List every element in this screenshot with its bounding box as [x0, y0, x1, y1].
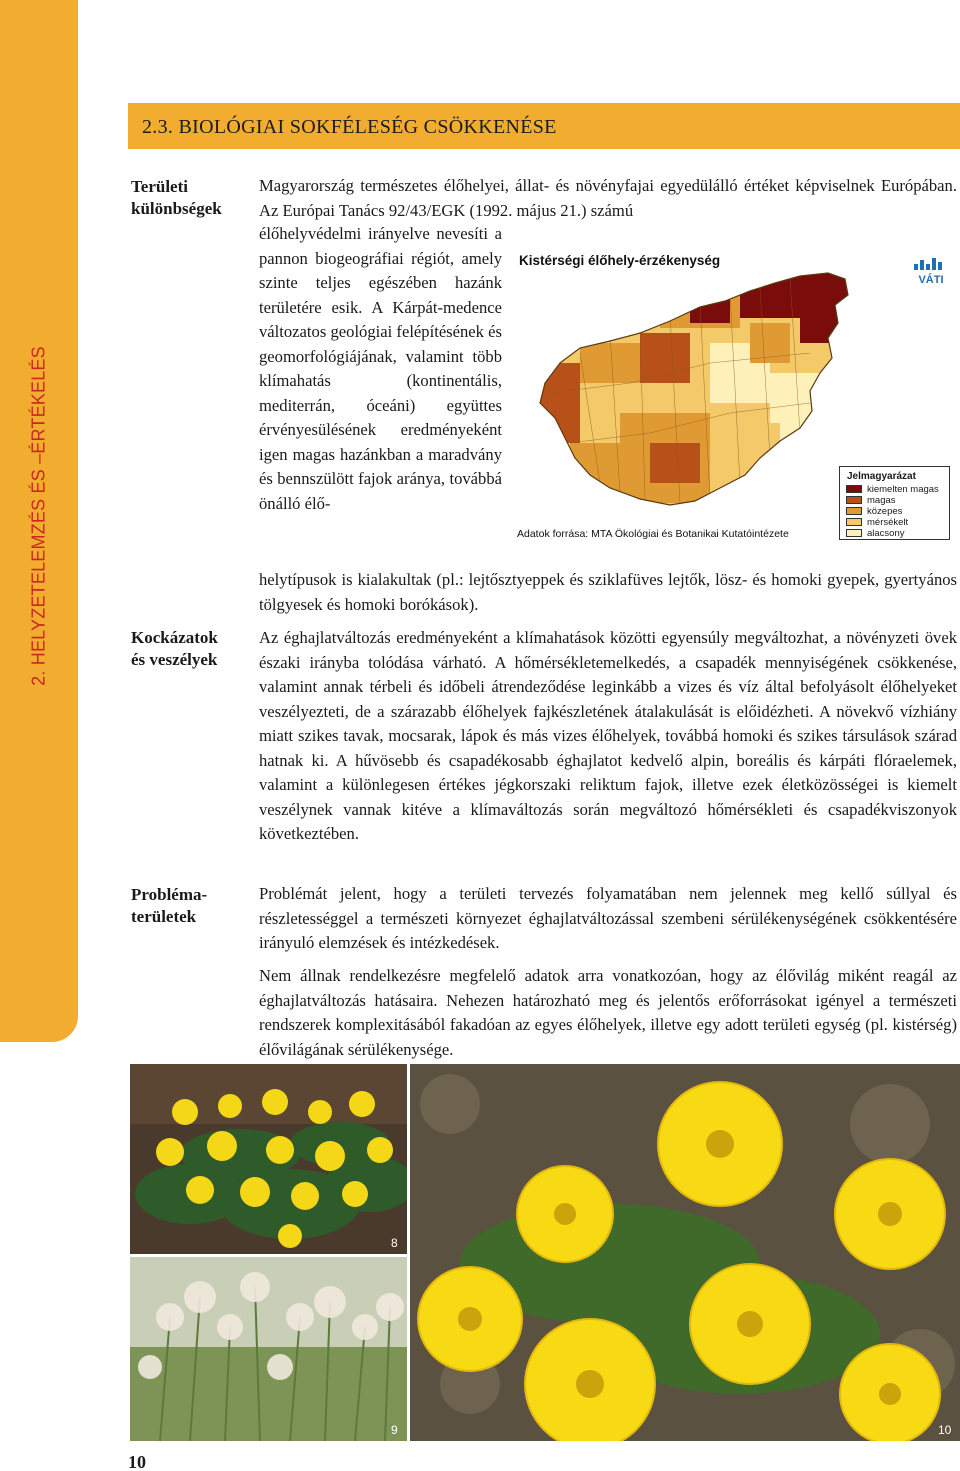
- label-kockazatok: [131, 627, 218, 671]
- sidebar-chapter: [0, 0, 78, 1042]
- section-title: 2.3. BIOLÓGIAI SOKFÉLESÉG CSÖKKENÉSE: [142, 116, 557, 138]
- teruleti-narrow-text: élőhelyvédelmi irányelve nevesíti a pannon biogeográfiai régiót, amely szinte teljes egészében hazánk területére esik. A Kárpát-medence változatos geológiai felépítésének és geomorfológiájának, valamint több klímahatás (kontinentális, mediterrán, óceáni) együttes érvényesülésének eredményeként igen magas hazánkban a maradvány és bennszülött fajok aránya, továbbá önálló élő-: [259, 224, 502, 513]
- legend-label: mérsékelt: [867, 517, 909, 528]
- legend-label: magas: [867, 495, 896, 506]
- legend-swatch: [846, 507, 862, 515]
- legend-item: [846, 507, 902, 517]
- photo-winter-aconite: [130, 1064, 407, 1254]
- label-line: és veszélyek: [131, 650, 218, 669]
- photo-pasque-flowers: [130, 1257, 407, 1441]
- teruleti-tail: helytípusok is kialakultak (pl.: lejtősztyeppek és sziklafüves lejtők, lösz- és homoki gyepek, gyertyános tölgyesek és homoki borókások).: [259, 570, 957, 614]
- page-number: 10: [128, 1452, 146, 1471]
- photo-number: 9: [391, 1423, 398, 1437]
- kockazatok-text: Az éghajlatváltozás eredményeként a klímahatások közötti egyensúly megváltozhat, a növényzeti övek északi irányba tolódása várható. A hőmérsékletemelkedés, a csapadék mennyiségének csökkenése, valamint annak térbeli és időbeli átrendeződése leginkább a vizes és víz által befolyásolt élőhelyeket veszélyezteti, de a szárazabb élőhelyek fajkészletének átalakulását is előidézheti. A növekvő vízhiány miatt szikes tavak, mocsarak, lápok és más vizes élőhelyek, továbbá homoki és szikes társulások szárad hatnak ki. A hűvösebb és csapadékosabb éghajlatot kedvelő alpin, boreális és kárpáti flóraelemek, valamint a különlegesen értékes jégkorszaki reliktum fajok, illetve ezek életközösségei is kiemelt veszélynek vannak kitéve a klímaváltozás során megváltozó hőmérsékleti és csapadékviszonyok következtében.: [259, 628, 957, 843]
- legend-swatch: [846, 518, 862, 526]
- label-line: területek: [131, 907, 197, 926]
- legend-label: kiemelten magas: [867, 484, 939, 495]
- teruleti-intro: Magyarország természetes élőhelyei, állat- és növényfajai egyedülálló értéket képviselnek Európában. Az Európai Tanács 92/43/EGK (1992. május 21.) számú: [259, 176, 957, 220]
- legend-swatch: [846, 496, 862, 504]
- legend-label: közepes: [867, 506, 903, 517]
- legend-title: Jelmagyarázat: [847, 471, 916, 482]
- label-line: különbségek: [131, 199, 222, 218]
- legend-item: [846, 496, 896, 506]
- legend-label: alacsony: [867, 528, 905, 539]
- legend-swatch: [846, 529, 862, 537]
- legend-item: [846, 518, 908, 528]
- label-line: Kockázatok: [131, 628, 218, 647]
- map-legend: [839, 466, 950, 540]
- photo-pheasants-eye: [410, 1064, 960, 1441]
- label-line: Területi: [131, 177, 188, 196]
- section-title-bar: [128, 103, 960, 149]
- problema-p1: Problémát jelent, hogy a területi tervezés folyamatában nem jelennek meg kellő súllyal és részletességgel a természeti környezet éghajlatváltozással szembeni sérülékenységének csökkentésére irányuló elemzések és intézkedések.: [259, 884, 957, 952]
- map-source: Adatok forrása: MTA Ökológiai és Botanikai Kutatóintézete: [517, 528, 789, 540]
- photo-number: 8: [391, 1236, 398, 1250]
- legend-item: [846, 529, 905, 539]
- label-line: Probléma-: [131, 885, 208, 904]
- map-title: Kistérségi élőhely-érzékenység: [519, 253, 721, 268]
- photo-9-graphic: [130, 1257, 407, 1441]
- habitat-sensitivity-map: [510, 243, 960, 548]
- photo-8-graphic: [130, 1064, 407, 1254]
- label-teruleti: [131, 176, 222, 220]
- legend-item: [846, 485, 939, 495]
- legend-swatch: [846, 485, 862, 493]
- sidebar-chapter-label: 2. HELYZETELEMZÉS ÉS –ÉRTÉKELÉS: [28, 346, 49, 686]
- photo-number: 10: [938, 1423, 952, 1437]
- label-problema: [131, 884, 207, 928]
- photo-10-graphic: [410, 1064, 960, 1441]
- problema-p2: Nem állnak rendelkezésre megfelelő adatok arra vonatkozóan, hogy az élővilág miként reagál az éghajlatváltozás hatásaira. Nehezen határozható meg és jelentős erőforrásokat igényel a természeti rendszerek komplexitásából fakadóan az egyes élőhelyek, illetve egy adott területi egység (pl. kistérség) élővilágának sérülékenysége.: [259, 966, 957, 1059]
- map-logo-text: VÁTI: [918, 274, 944, 286]
